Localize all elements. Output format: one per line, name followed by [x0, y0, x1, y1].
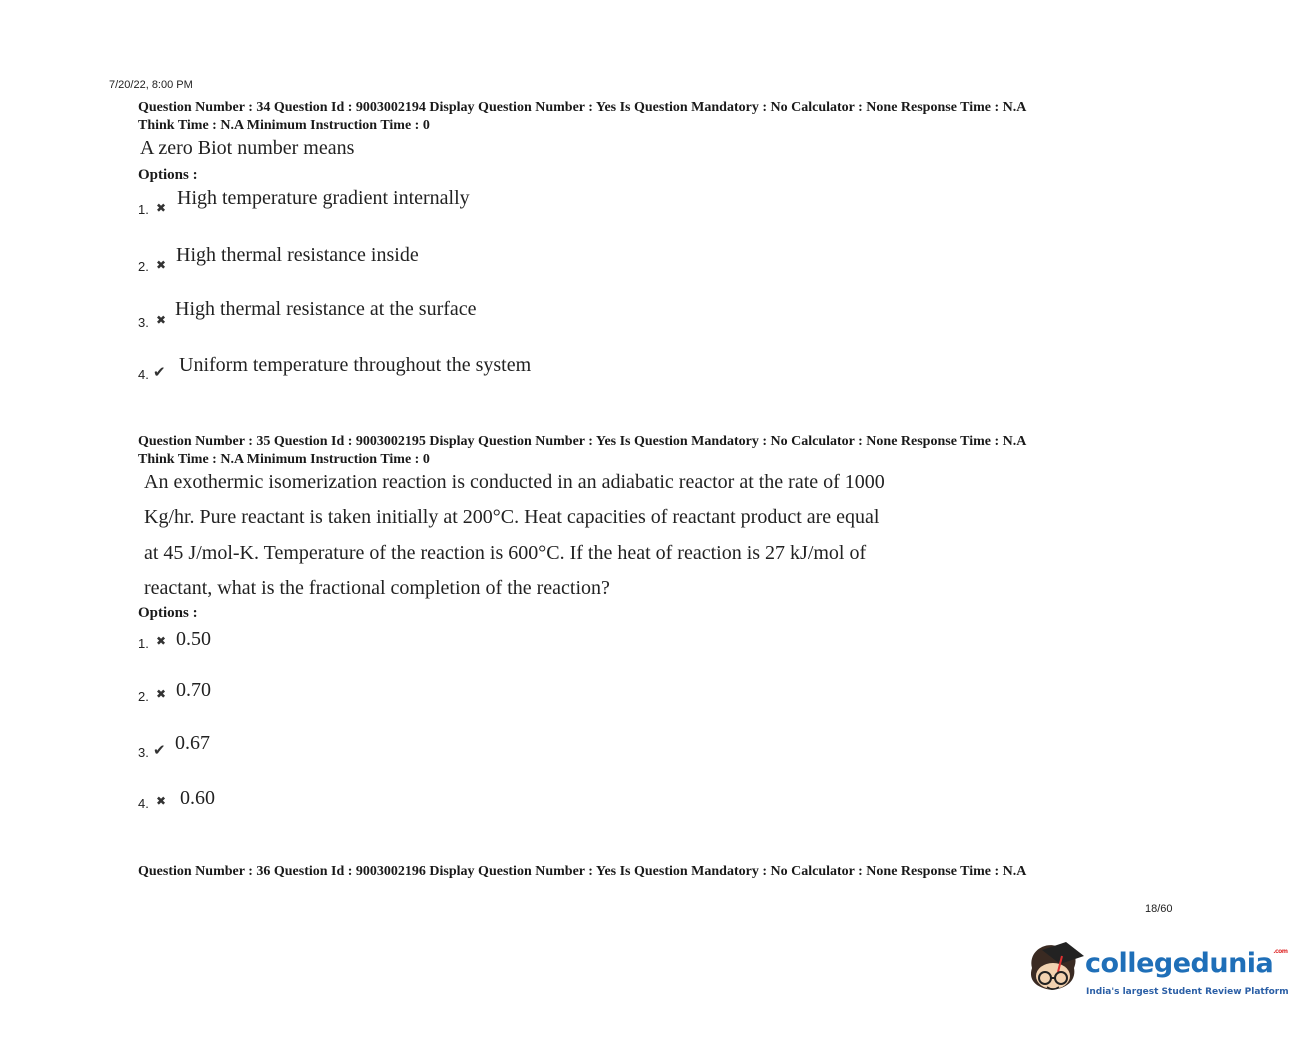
option-number: 4. — [138, 796, 149, 811]
option-text: 0.60 — [180, 787, 215, 809]
cross-icon: ✖ — [156, 794, 167, 808]
cross-icon: ✖ — [156, 313, 167, 327]
question-text-line: at 45 J/mol-K. Temperature of the reaction is 600°C. If the heat of reaction is 27 kJ/mol of — [144, 542, 867, 564]
option-text: High thermal resistance at the surface — [175, 298, 477, 320]
options-label: Options : — [138, 167, 198, 183]
question-text-line: An exothermic isomerization reaction is conducted in an adiabatic reactor at the rate of 1000 — [144, 471, 885, 493]
option-number: 1. — [138, 636, 149, 651]
question-meta-line: Question Number : 35 Question Id : 9003002195 Display Question Number : Yes Is Question Mandatory : No Calculator : None Response Time : N.A — [138, 434, 1027, 449]
option-number: 1. — [138, 202, 149, 217]
cross-icon: ✖ — [156, 201, 167, 215]
question-meta-line: Think Time : N.A Minimum Instruction Time : 0 — [138, 118, 430, 133]
question-text-line: Kg/hr. Pure reactant is taken initially at 200°C. Heat capacities of reactant product are equal — [144, 506, 880, 528]
options-label: Options : — [138, 605, 198, 621]
option-text: 0.70 — [176, 679, 211, 701]
cross-icon: ✖ — [156, 687, 167, 701]
question-text-line: reactant, what is the fractional completion of the reaction? — [144, 577, 610, 599]
cross-icon: ✖ — [156, 258, 167, 272]
logo-superscript: .com — [1273, 948, 1288, 955]
question-meta-line: Question Number : 34 Question Id : 9003002194 Display Question Number : Yes Is Question Mandatory : No Calculator : None Response Time : N.A — [138, 100, 1027, 115]
check-icon: ✔ — [153, 741, 166, 759]
option-text: High temperature gradient internally — [177, 187, 470, 209]
option-number: 4. — [138, 367, 149, 382]
check-icon: ✔ — [153, 363, 166, 381]
question-meta-line: Think Time : N.A Minimum Instruction Time : 0 — [138, 452, 430, 467]
mascot-icon — [1022, 938, 1084, 1008]
option-number: 2. — [138, 689, 149, 704]
logo-tagline: India's largest Student Review Platform — [1086, 987, 1289, 997]
page-number: 18/60 — [1145, 903, 1173, 915]
option-text: Uniform temperature throughout the system — [179, 354, 532, 376]
option-text: 0.67 — [175, 732, 210, 754]
option-number: 3. — [138, 315, 149, 330]
question-text: A zero Biot number means — [140, 137, 355, 159]
option-text: High thermal resistance inside — [176, 244, 419, 266]
collegedunia-logo — [1022, 938, 1289, 1008]
print-timestamp: 7/20/22, 8:00 PM — [109, 79, 193, 91]
option-text: 0.50 — [176, 628, 211, 650]
cross-icon: ✖ — [156, 634, 167, 648]
option-number: 3. — [138, 745, 149, 760]
logo-wordmark: collegedunia — [1085, 948, 1274, 979]
option-number: 2. — [138, 259, 149, 274]
question-meta-line: Question Number : 36 Question Id : 9003002196 Display Question Number : Yes Is Question Mandatory : No Calculator : None Response Time : N.A — [138, 864, 1027, 879]
